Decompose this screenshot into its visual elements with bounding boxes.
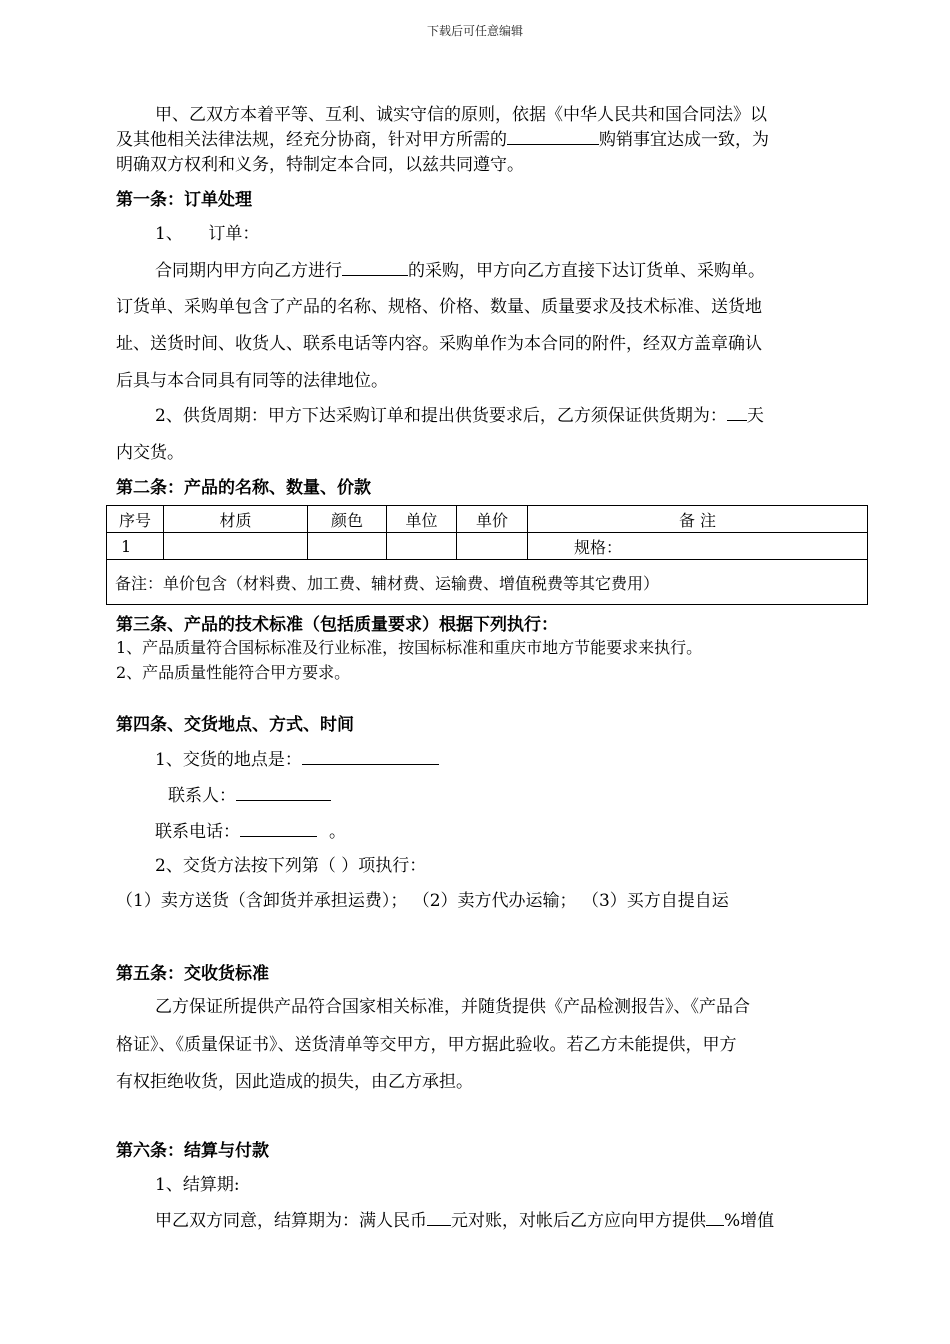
phone-blank bbox=[240, 820, 317, 837]
intro-line-2a: 及其他相关法律法规，经充分协商，针对甲方所需的 bbox=[116, 130, 507, 150]
product-table bbox=[106, 505, 868, 605]
table-row bbox=[107, 533, 868, 560]
article-4-line-2 bbox=[168, 781, 331, 806]
row-price bbox=[457, 533, 528, 560]
goods-blank bbox=[507, 128, 599, 145]
article-1-item-2b: 天 bbox=[746, 406, 764, 426]
article-4-line-4: 2、交货方法按下列第（ ）项执行： bbox=[155, 856, 427, 876]
purchase-blank bbox=[342, 259, 408, 276]
table-note: 备注：单价包含（材料费、加工费、辅材费、运输费、增值税费等其它费用） bbox=[107, 560, 868, 605]
header-remark: 备 注 bbox=[528, 506, 868, 533]
article-1-item-2a: 2、供货周期：甲方下达采购订单和提出供货要求后，乙方须保证供货期为： bbox=[155, 406, 727, 426]
settlement-mid: 元对账，对帐后乙方应向甲方提供 bbox=[451, 1211, 706, 1231]
article-4-line-5: （1）卖方送货（含卸货并承担运费）； （2）卖方代办运输； （3）买方自提自运 bbox=[116, 891, 729, 911]
row-unit bbox=[387, 533, 457, 560]
settlement-end: %增值 bbox=[724, 1211, 775, 1231]
page-header: 下载后可任意编辑 bbox=[426, 24, 523, 38]
article-6-line-1: 1、结算期: bbox=[155, 1175, 240, 1195]
article-3-line-2: 2、产品质量性能符合甲方要求。 bbox=[116, 663, 351, 682]
header-color: 颜色 bbox=[308, 506, 387, 533]
row-material bbox=[164, 533, 308, 560]
article-5-line-3: 有权拒绝收货，因此造成的损失，由乙方承担。 bbox=[116, 1072, 473, 1092]
article-1-item-1: 1、 订单： bbox=[155, 224, 260, 244]
article-6-line-2 bbox=[155, 1206, 774, 1231]
row-spec: 规格： bbox=[528, 533, 868, 560]
header-no: 序号 bbox=[107, 506, 164, 533]
article-1-para-1 bbox=[155, 256, 765, 281]
article-4-line-3 bbox=[155, 817, 346, 842]
phone-period: 。 bbox=[329, 822, 346, 842]
article-3-title: 第三条、产品的技术标准（包括质量要求）根据下列执行： bbox=[116, 615, 558, 635]
article-1-para-2: 订货单、采购单包含了产品的名称、规格、价格、数量、质量要求及技术标准、送货地 bbox=[116, 297, 762, 317]
article-6-title: 第六条：结算与付款 bbox=[116, 1141, 269, 1161]
intro-line-3: 明确双方权利和义务，特制定本合同，以兹共同遵守。 bbox=[116, 155, 524, 175]
article-1-title: 第一条：订单处理 bbox=[116, 190, 252, 210]
header-price: 单价 bbox=[457, 506, 528, 533]
article-5-title: 第五条：交收货标准 bbox=[116, 964, 269, 984]
article-1-para-1a: 合同期内甲方向乙方进行 bbox=[155, 261, 342, 281]
article-1-item-2-cont: 内交货。 bbox=[116, 443, 184, 463]
table-header-row bbox=[107, 506, 868, 533]
delivery-place-blank bbox=[302, 748, 439, 765]
article-1-para-1b: 的采购，甲方向乙方直接下达订货单、采购单。 bbox=[408, 261, 765, 281]
row-color bbox=[308, 533, 387, 560]
days-blank bbox=[727, 404, 747, 421]
article-4-line-1 bbox=[155, 745, 439, 770]
phone-label: 联系电话： bbox=[155, 822, 240, 842]
header-unit: 单位 bbox=[387, 506, 457, 533]
settlement-label: 甲乙双方同意，结算期为：满人民币 bbox=[155, 1211, 427, 1231]
article-4-title: 第四条、交货地点、方式、时间 bbox=[116, 715, 354, 735]
article-1-para-4: 后具与本合同具有同等的法律地位。 bbox=[116, 371, 388, 391]
article-5-line-1: 乙方保证所提供产品符合国家相关标准，并随货提供《产品检测报告》、《产品合 bbox=[155, 997, 750, 1017]
header-material: 材质 bbox=[164, 506, 308, 533]
article-1-para-3: 址、送货时间、收货人、联系电话等内容。采购单作为本合同的附件，经双方盖章确认 bbox=[116, 334, 762, 354]
intro-line-2b: 购销事宜达成一致，为 bbox=[599, 130, 769, 150]
contact-blank bbox=[236, 784, 331, 801]
amount-blank bbox=[427, 1209, 451, 1226]
intro-line-2 bbox=[116, 125, 769, 150]
article-1-item-2 bbox=[155, 401, 764, 426]
vat-blank bbox=[706, 1209, 724, 1226]
intro-line-1: 甲、乙双方本着平等、互利、诚实守信的原则，依据《中华人民共和国合同法》以 bbox=[155, 105, 767, 125]
article-5-line-2: 格证》、《质量保证书》、送货清单等交甲方，甲方据此验收。若乙方未能提供，甲方 bbox=[116, 1035, 737, 1055]
contact-label: 联系人： bbox=[168, 786, 236, 806]
article-3-line-1: 1、产品质量符合国标标准及行业标准，按国标标准和重庆市地方节能要求来执行。 bbox=[116, 638, 703, 657]
article-2-title: 第二条：产品的名称、数量、价款 bbox=[116, 478, 371, 498]
row-no: 1 bbox=[107, 533, 164, 560]
table-note-row bbox=[107, 560, 868, 605]
delivery-place-label: 1、交货的地点是： bbox=[155, 750, 302, 770]
